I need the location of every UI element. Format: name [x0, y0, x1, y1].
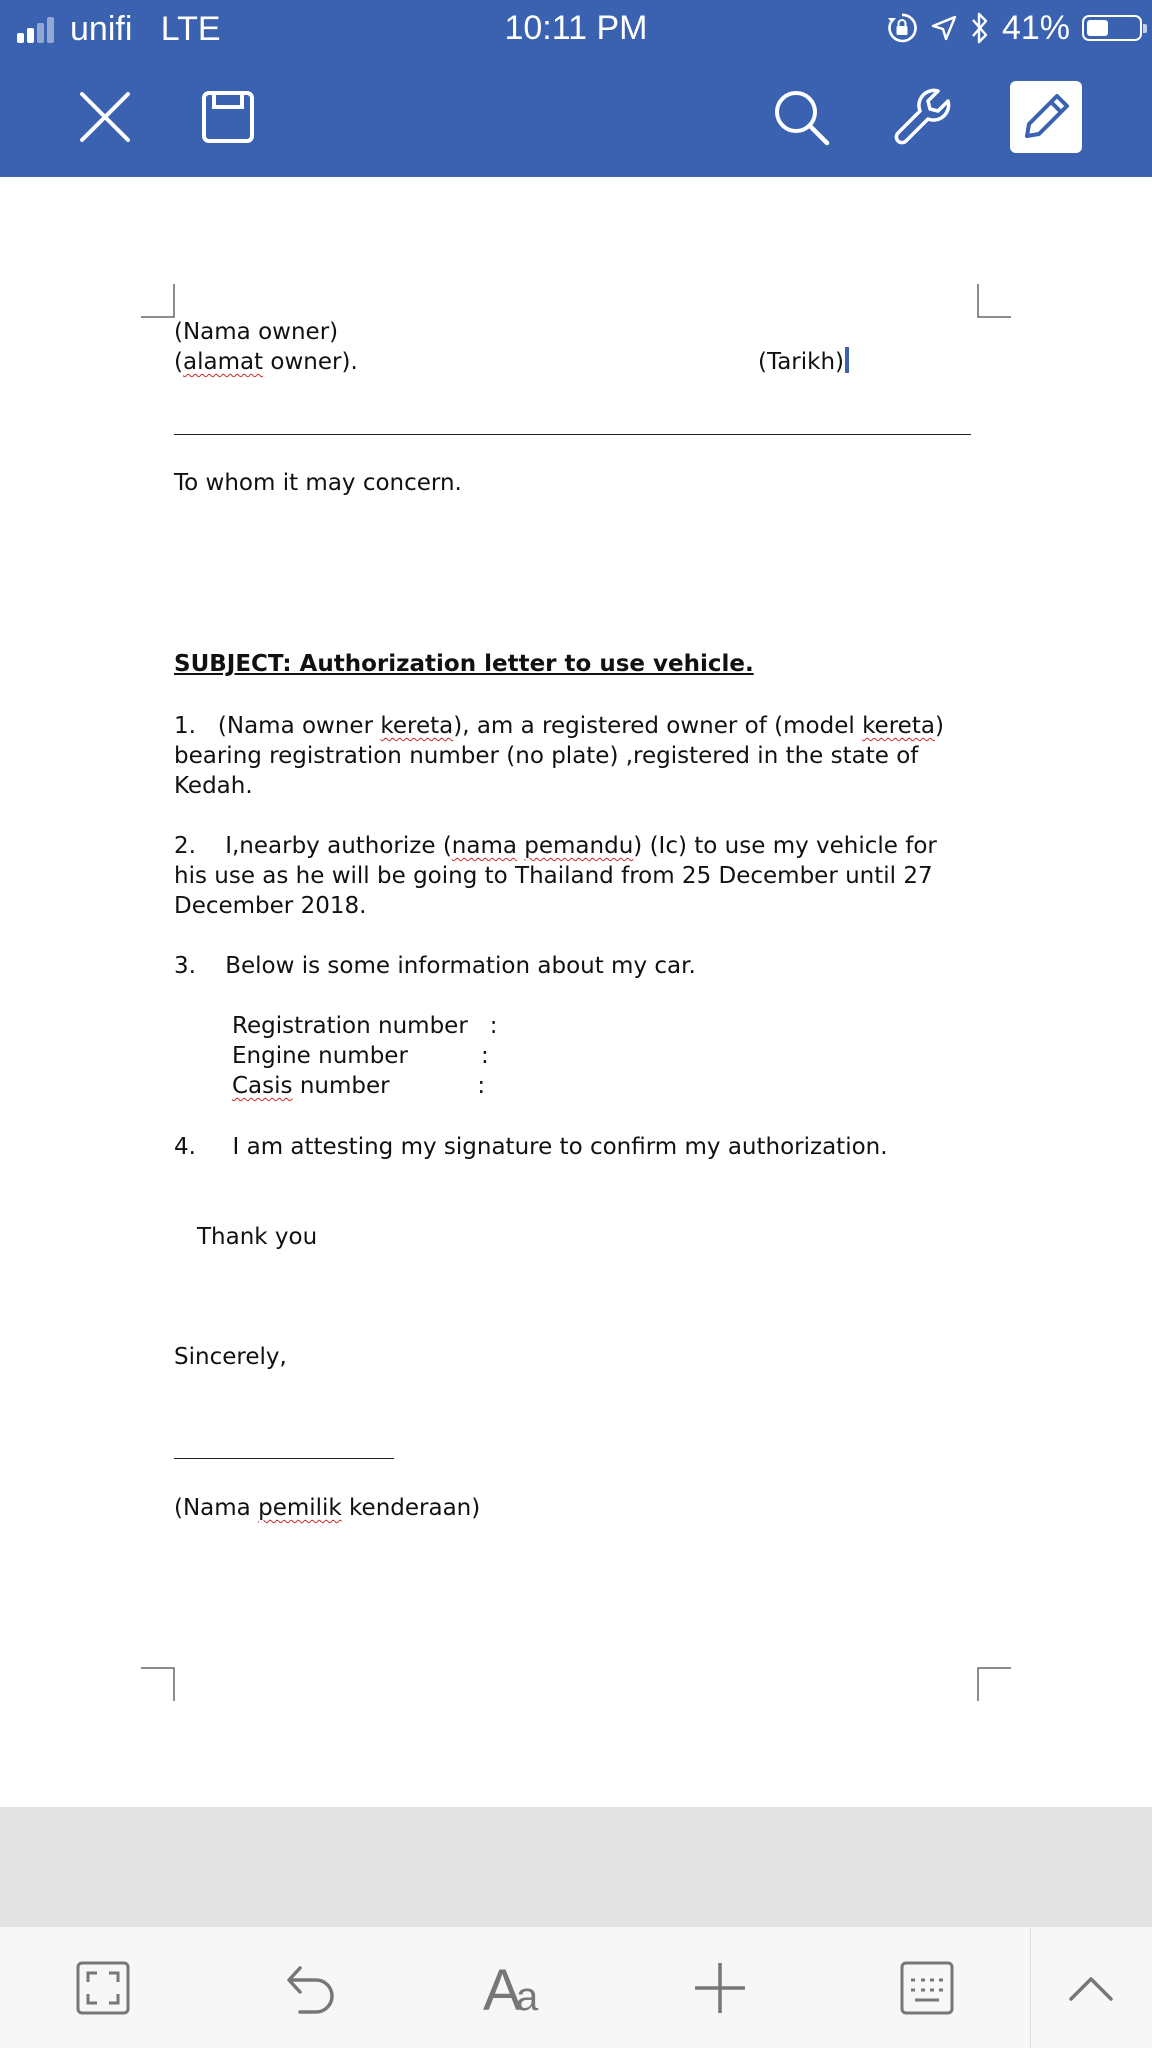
- header-divider: [174, 434, 971, 435]
- collapse-button[interactable]: [1054, 1951, 1128, 2025]
- status-right: [886, 8, 1142, 48]
- close-button[interactable]: [70, 82, 140, 152]
- bluetooth-icon: [970, 11, 990, 45]
- page-gap: [0, 1807, 1152, 1927]
- insert-button[interactable]: [683, 1951, 757, 2025]
- info-casis: Casis number :: [232, 1073, 486, 1099]
- chevron-up-icon: [1066, 1971, 1116, 2005]
- owner-name: (Nama owner): [174, 319, 339, 345]
- save-icon: [200, 89, 256, 145]
- undo-button[interactable]: [273, 1951, 347, 2025]
- svg-text:A: A: [483, 1958, 522, 2018]
- format-button[interactable]: [478, 1951, 552, 2025]
- page-corner-mark: [141, 284, 175, 318]
- closing-line: Sincerely,: [174, 1344, 287, 1370]
- page-corner-mark: [977, 284, 1011, 318]
- owner-address: (alamat owner).: [174, 349, 358, 375]
- subject-line: SUBJECT: Authorization letter to use vehicle.: [174, 651, 754, 677]
- font-format-icon: [483, 1958, 547, 2018]
- info-registration: Registration number :: [232, 1013, 498, 1039]
- page-corner-mark: [977, 1667, 1011, 1701]
- fullscreen-button[interactable]: [66, 1951, 140, 2025]
- network-type: LTE: [160, 10, 221, 48]
- text-cursor: [845, 347, 849, 373]
- fullscreen-icon: [75, 1960, 131, 2016]
- rotation-lock-icon: [886, 12, 918, 44]
- paragraph-1-line-3: Kedah.: [174, 773, 253, 799]
- info-engine: Engine number :: [232, 1043, 489, 1069]
- save-button[interactable]: [193, 82, 263, 152]
- status-bar: [0, 0, 1152, 58]
- battery-percent: 41%: [1001, 8, 1070, 47]
- pencil-icon: [1017, 88, 1075, 146]
- tools-button[interactable]: [887, 82, 957, 152]
- battery-icon: [1082, 15, 1142, 41]
- paragraph-2-line-2: his use as he will be going to Thailand from 25 December until 27: [174, 863, 933, 889]
- search-button[interactable]: [766, 82, 836, 152]
- letter-date: (Tarikh): [758, 347, 849, 377]
- paragraph-2-line-3: December 2018.: [174, 893, 367, 919]
- paragraph-1-line-2: bearing registration number (no plate) ,registered in the state of: [174, 743, 919, 769]
- svg-text:a: a: [516, 1975, 539, 2018]
- document-canvas[interactable]: [0, 177, 1152, 1807]
- paragraph-3: 3. Below is some information about my car.: [174, 953, 696, 979]
- wrench-icon: [892, 87, 952, 147]
- bottom-toolbar: [0, 1927, 1152, 2048]
- edit-button[interactable]: [1010, 81, 1082, 153]
- thanks-line: Thank you: [197, 1224, 318, 1250]
- location-icon: [930, 14, 958, 42]
- app-header: [0, 0, 1152, 177]
- search-icon: [771, 87, 831, 147]
- status-time: 10:11 PM: [504, 9, 648, 47]
- toolbar-separator: [1030, 1927, 1031, 2048]
- close-icon: [77, 89, 133, 145]
- keyboard-icon: [899, 1960, 955, 2016]
- signer-name: (Nama pemilik kenderaan): [174, 1495, 481, 1521]
- page-corner-mark: [141, 1667, 175, 1701]
- paragraph-2-line-1: 2. I,nearby authorize (nama pemandu) (Ic) to use my vehicle for: [174, 833, 937, 859]
- signature-line: [174, 1458, 394, 1459]
- carrier-name: unifi LTE: [70, 10, 221, 48]
- keyboard-button[interactable]: [890, 1951, 964, 2025]
- insert-icon: [692, 1960, 748, 2016]
- undo-icon: [280, 1958, 340, 2018]
- battery-fill: [1087, 20, 1108, 36]
- greeting: To whom it may concern.: [174, 470, 462, 496]
- paragraph-1-line-1: 1. (Nama owner kereta), am a registered owner of (model kereta): [174, 713, 944, 739]
- paragraph-4: 4. I am attesting my signature to confirm my authorization.: [174, 1134, 888, 1160]
